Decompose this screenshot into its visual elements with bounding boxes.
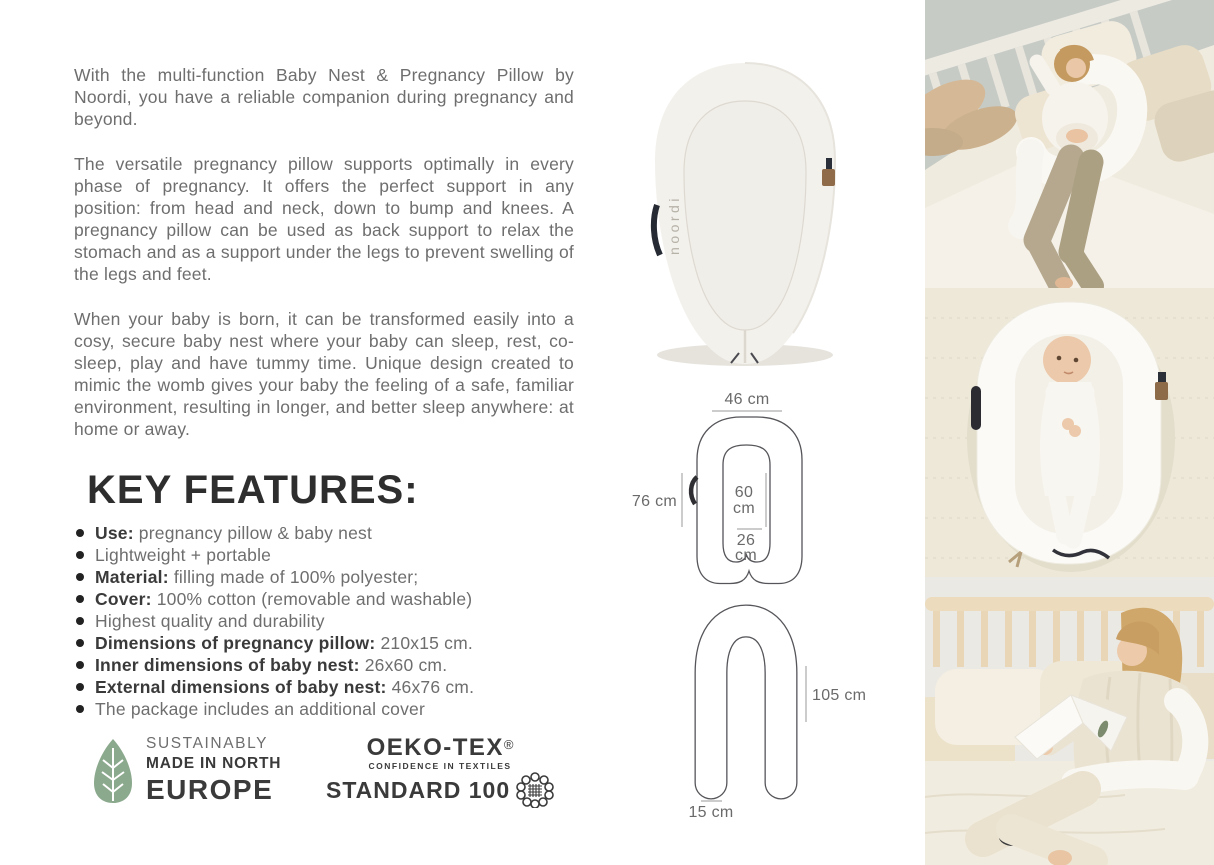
feature-label: Cover: [95,589,152,609]
feature-pillow-dimensions [74,632,574,654]
leather-tag [1155,382,1168,400]
oeko-tex-flower-icon [516,772,554,808]
baby-nest-image [615,55,865,370]
feature-label: External dimensions of baby nest: [95,677,387,697]
feature-use [74,522,574,544]
oeko-tex-badge [326,733,554,808]
feature-label: Inner dimensions of baby nest: [95,655,360,675]
nest-handle [971,386,981,430]
inner-length-value: 60 [734,484,754,501]
inner-width-unit: cm [735,547,757,564]
oeko-tex-standard: STANDARD 100 [326,776,511,803]
feature-text: Highest quality and durability [95,611,325,631]
photo-woman-reading-with-pillow [925,577,1214,865]
nest-width-label: 46 cm [724,391,770,408]
oeko-tex-wordmark: OEKO-TEX [366,734,504,761]
feature-external-dimensions [74,676,574,698]
feature-text: 100% cotton (removable and washable) [151,589,473,609]
pillow-length-label: 105 cm [812,687,867,704]
pregnancy-pillow-end [1021,152,1031,226]
diagram-handle-mark [691,477,697,504]
oeko-tex-standard-row [326,772,554,808]
nest-diagram [620,385,870,600]
intro-paragraph-2: The versatile pregnancy pillow supports optimally in every phase of pregnancy. It offers the perfect support in any position: from head and neck, down to bump and knees. A pregnancy pillow can be used as back support to relax the stomach and as a support under the legs to prevent swelling of the legs and feet. [74,154,574,284]
feature-inner-dimensions [74,654,574,676]
sustainably-made-text [146,735,281,806]
feature-label: Use: [95,523,134,543]
product-photo-baby-nest [615,55,865,375]
feature-lightweight [74,544,574,566]
photo-2-illustration [925,288,1214,577]
feature-text: 26x60 cm. [359,655,448,675]
feature-material [74,566,574,588]
text-column [74,64,574,720]
photo-1-illustration [925,0,1214,288]
intro-paragraph-1: With the multi-function Baby Nest & Pregnancy Pillow by Noordi, you have a reliable companion during pregnancy and beyond. [74,65,574,129]
feature-text: 46x76 cm. [386,677,475,697]
feature-text: 210x15 cm. [375,633,473,653]
photo-baby-in-nest [925,288,1214,577]
nest-dimensions-diagram [620,385,870,605]
feature-text: Lightweight + portable [95,545,272,565]
europe-line: EUROPE [146,774,274,805]
key-features-heading: KEY FEATURES: [87,468,419,512]
sustainably-made-badge [93,735,281,806]
oeko-tex-name [367,733,514,760]
inner-width-value: 26 [736,532,756,549]
feature-text: filling made of 100% polyester; [168,567,419,587]
leather-tag [822,169,835,186]
pillow-thickness-label: 15 cm [688,804,734,821]
intro-paragraph-3: When your baby is born, it can be transformed easily into a cosy, secure baby nest where your baby can sleep, rest, co-sleep, play and have tummy time. Unique design created to mimic the womb gives your baby the feeling of a safe, familiar environment, resulting in longer, and better sleep anywhere: at home or away. [74,309,574,439]
pillow-outline-inner-fill [711,621,781,783]
sustainably-line: SUSTAINABLY [146,735,269,752]
feature-text: The package includes an additional cover [95,699,426,719]
brand-label: noordi [666,195,682,255]
oeko-tex-subtitle: CONFIDENCE IN TEXTILES [368,761,512,771]
pillow-dimensions-diagram [660,595,890,840]
feature-label: Dimensions of pregnancy pillow: [95,633,376,653]
feature-quality [74,610,574,632]
feature-extra-cover [74,698,574,720]
key-features-list [74,522,574,720]
feature-text: pregnancy pillow & baby nest [133,523,373,543]
photo-pregnant-woman-with-pillow [925,0,1214,288]
pillow-diagram [660,595,890,835]
feature-cover [74,588,574,610]
made-in-north-line: MADE IN NORTH [146,755,282,772]
registered-symbol: ® [503,737,514,752]
leaf-icon [93,738,133,804]
feature-label: Material: [95,567,169,587]
photo-3-illustration [925,577,1214,865]
inner-length-unit: cm [733,500,755,517]
nest-height-label: 76 cm [631,493,677,510]
